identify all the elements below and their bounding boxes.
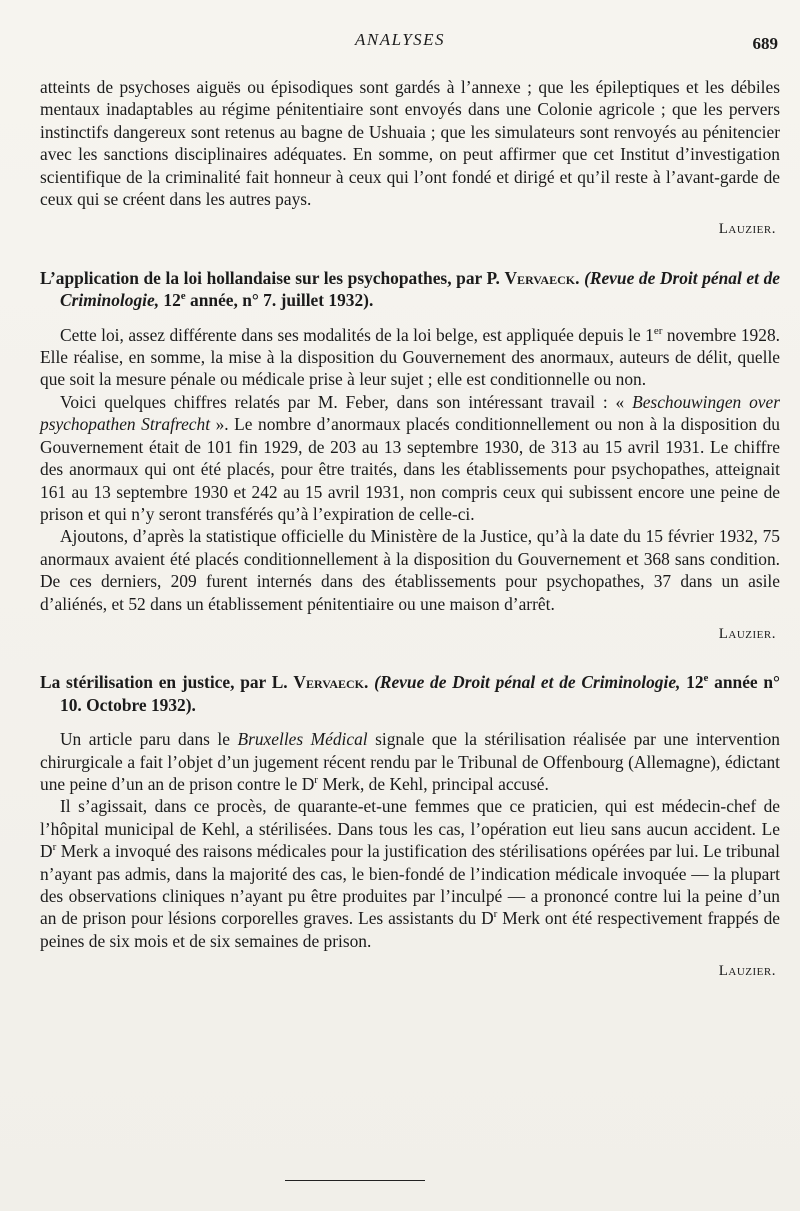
article-paragraph: Ajoutons, d’après la statistique officielle du Ministère de la Justice, qu’à la date du 15 février 1932, 75 anormaux avaient été placés conditionnellement à la disposition du Gouvernement et 368 sans condition. De ces derniers, 209 furent internés dans des établissements pour psychopathes, 37 dans un asile d’aliénés, et 52 dans un établissement pénitentiaire ou une maison d’arrêt.: [40, 526, 780, 614]
signature: Lauzier.: [718, 221, 776, 238]
end-rule: [285, 1180, 425, 1181]
page-header: [0, 30, 800, 54]
article-paragraph: Il s’agissait, dans ce procès, de quarante-et-une femmes que ce praticien, qui est médecin-chef de l’hôpital municipal de Kehl, a stérilisées. Dans tous les cas, l’opération eut lieu sans aucun accident. Le $D^r$ Merk a invoqué des raisons médicales pour la justification des stérilisations opérées par lui. Le tribunal n’ayant pas admis, dans la majorité des cas, le bien-fondé de l’indication médicale invoquée — la plupart des observations cliniques n’ayant pu être produites par l’inculpé — a prononcé contre lui la peine d’un an de prison pour lésions corporelles graves. Les assistants du $D^r$ Merk ont été respectivement frappés de peines de six mois et de six semaines de prison.: [40, 796, 780, 951]
signature: Lauzier.: [718, 625, 776, 642]
article-title-sterilisation: La stérilisation en justice, par L. Vervaeck. (Revue de Droit pénal et de Criminologie, 12e année n° 10. Octobre 1932).: [40, 672, 780, 715]
article-paragraph: Voici quelques chiffres relatés par M. Feber, dans son intéressant travail : « Beschouwingen over psychopathen Strafrecht ». Le nombre d’anormaux placés conditionnellement ou non à la disposition du Gouvernement était de 101 fin 1929, de 203 au 13 septembre 1930, de 313 au 15 avril 1931. Le chiffre des anormaux qui ont été placés, pour être traités, dans les établissements pour psychopathes, atteignait 161 au 13 septembre 1930 et 242 au 15 avril 1931, non compris ceux qui subissent encore une peine de prison et qui n’y seront transférés qu’à l’expiration de celle-ci.: [40, 391, 780, 524]
continued-paragraph: atteints de psychoses aiguës ou épisodiques sont gardés à l’annexe ; que les épileptiques et les débiles mentaux inadaptables au régime pénitentiaire sont envoyés dans une Colonie agricole ; que les pervers instinctifs dangereux sont retenus au bagne de Ushuaia ; que les simulateurs sont renvoyés au pénitencier avec les sanctions disciplinaires adéquates. En somme, on peut affirmer que cet Institut d’investigation scientifique de la criminalité fait honneur à ceux qui l’ont fondé et dirigé et qu’il reste à l’avant-garde de ceux qui se créent dans les autres pays.: [40, 77, 780, 210]
article-paragraph: Un article paru dans le Bruxelles Médical signale que la stérilisation réalisée par une intervention chirurgicale a fait l’objet d’un jugement récent rendu par le Tribunal de Offenbourg (Allemagne), édictant une peine d’un an de prison contre le $D^r$ Merk, de Kehl, principal accusé.: [40, 729, 781, 794]
page-body: [40, 76, 780, 983]
running-title: ANALYSES: [354, 30, 446, 49]
page-number: 689: [752, 34, 778, 53]
article-paragraph: Cette loi, assez différente dans ses modalités de la loi belge, est appliquée depuis le 1er novembre 1928. Elle réalise, en somme, la mise à la disposition du Gouvernement des anormaux, auteurs de délit, quelle que soit la mesure pénale ou médicale prise à leur sujet ; elle est conditionnelle ou non.: [40, 324, 780, 390]
signature: Lauzier.: [718, 963, 776, 980]
article-title-psychopathes: L’application de la loi hollandaise sur les psychopathes, par P. Vervaeck. (Revue de Droit pénal et de Criminologie, 12e année, n° 7. juillet 1932).: [40, 267, 780, 311]
